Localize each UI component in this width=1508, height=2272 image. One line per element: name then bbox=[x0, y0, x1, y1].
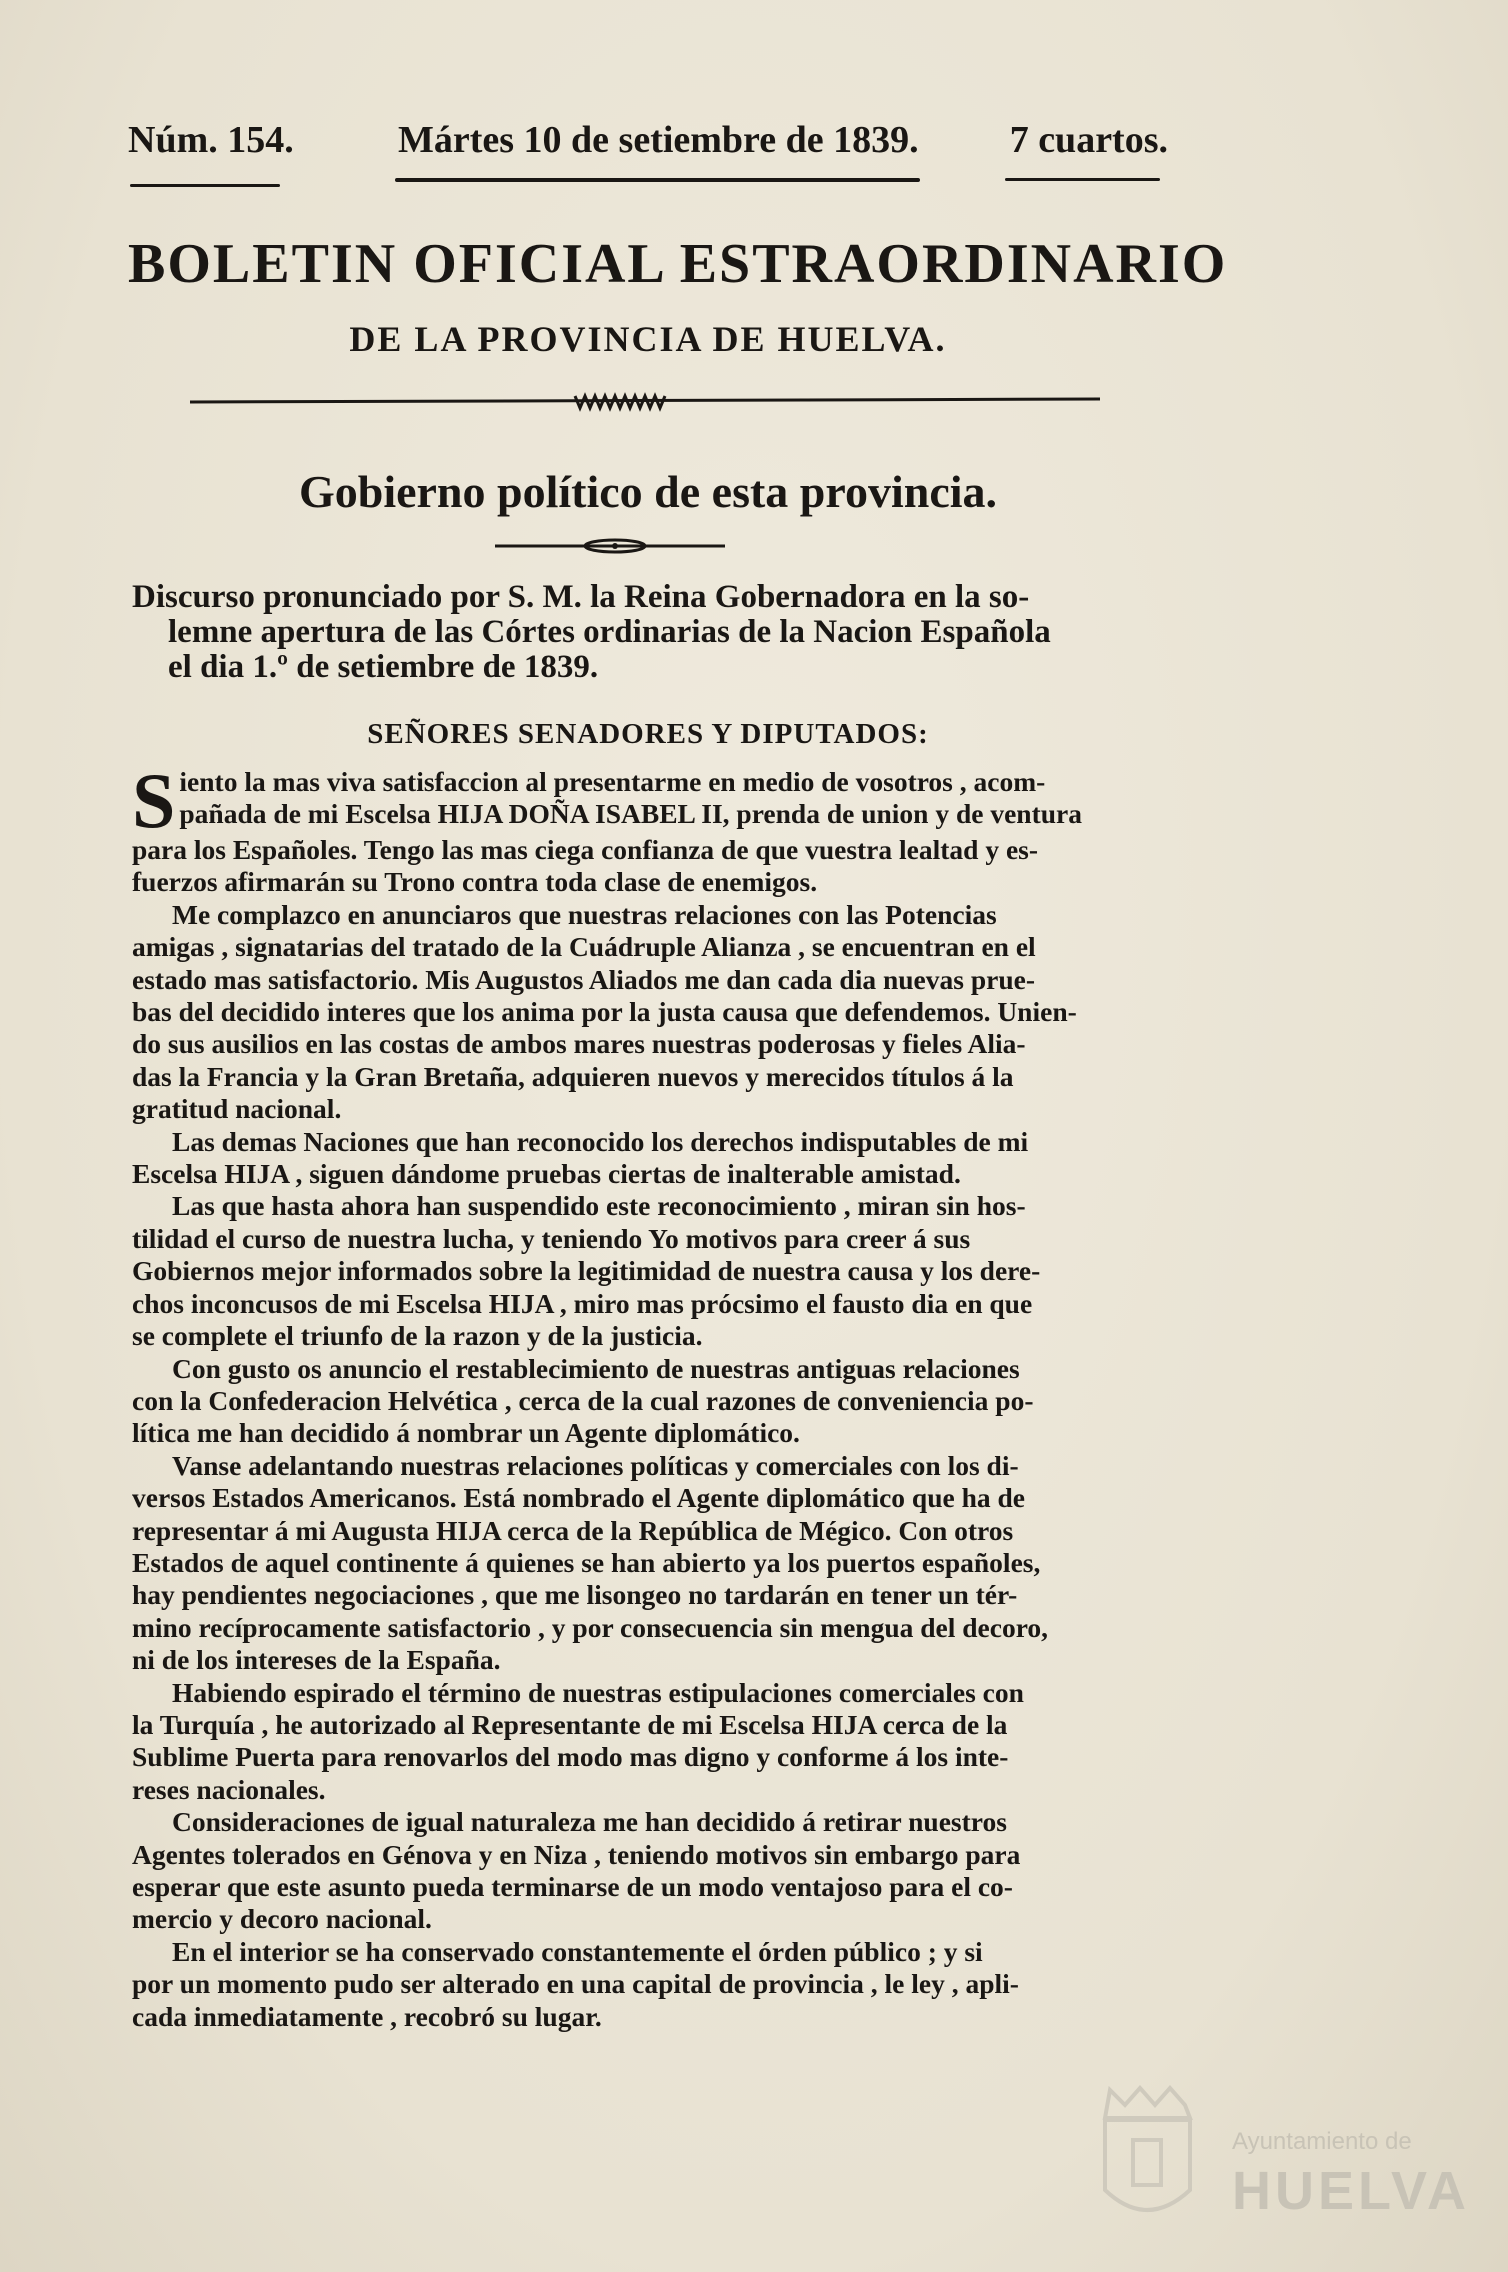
watermark-caption: Ayuntamiento de bbox=[1232, 2128, 1412, 2155]
text-line: das la Francia y la Gran Bretaña, adquieren nuevos y merecidos títulos á la bbox=[132, 1060, 1014, 1092]
paragraph bbox=[132, 1450, 1172, 1677]
speech-body bbox=[132, 757, 1172, 2033]
newspaper-title: BOLETIN OFICIAL ESTRAORDINARIO bbox=[128, 233, 1228, 295]
salutation: SEÑORES SENADORES Y DIPUTADOS: bbox=[367, 718, 929, 750]
paragraph bbox=[132, 1936, 1172, 2033]
section-ornament bbox=[495, 538, 725, 554]
text-line: mercio y decoro nacional. bbox=[132, 1903, 432, 1935]
intro-line: el dia 1.º de setiembre de 1839. bbox=[168, 649, 599, 685]
issue-price: 7 cuartos. bbox=[1009, 119, 1168, 161]
text-line: Consideraciones de igual naturaleza me han decidido á retirar nuestros bbox=[172, 1806, 1007, 1838]
header-flourish-center bbox=[395, 178, 920, 182]
text-line: estado mas satisfactorio. Mis Augustos Aliados me dan cada dia nuevas prue- bbox=[132, 963, 1035, 995]
text-line: amigas , signatarias del tratado de la Cuádruple Alianza , se encuentran en el bbox=[132, 931, 1036, 963]
paragraph bbox=[132, 1677, 1172, 1807]
header-flourish-left bbox=[130, 184, 280, 187]
text-line: pañada de mi Escelsa HIJA DOÑA ISABEL II, prenda de union y de ventura bbox=[179, 798, 1083, 830]
text-line: iento la mas viva satisfaccion al presentarme en medio de vosotros , acom- bbox=[179, 766, 1046, 797]
city-seal-watermark-icon bbox=[1095, 2080, 1200, 2230]
text-line: por un momento pudo ser alterado en una capital de provincia , le ley , apli- bbox=[132, 1968, 1019, 2000]
text-line: tilidad el curso de nuestra lucha, y teniendo Yo motivos para creer á sus bbox=[132, 1222, 971, 1254]
watermark-city: HUELVA bbox=[1232, 2161, 1470, 2221]
text-line: gratitud nacional. bbox=[132, 1093, 342, 1125]
issue-header bbox=[128, 118, 1168, 168]
text-line: representar á mi Augusta HIJA cerca de la República de Mégico. Con otros bbox=[132, 1514, 1014, 1546]
paragraph bbox=[132, 899, 1172, 1126]
header-flourish-right bbox=[1005, 178, 1160, 181]
text-line: Me complazco en anunciaros que nuestras relaciones con las Potencias bbox=[172, 898, 997, 930]
paragraph bbox=[132, 1126, 1172, 1191]
text-line: se complete el triunfo de la razon y de la justicia. bbox=[132, 1320, 703, 1352]
paragraph bbox=[132, 757, 1172, 899]
text-line: do sus ausilios en las costas de ambos mares nuestras poderosas y fieles Alia- bbox=[132, 1028, 1026, 1060]
masthead-rule-ornament bbox=[190, 392, 1100, 412]
paragraph bbox=[132, 1806, 1172, 1936]
issue-date: Mártes 10 de setiembre de 1839. bbox=[398, 119, 919, 161]
section-heading: Gobierno político de esta provincia. bbox=[298, 466, 998, 517]
text-line: con la Confederacion Helvética , cerca de la cual razones de conveniencia po- bbox=[132, 1384, 1034, 1416]
newspaper-subtitle: DE LA PROVINCIA DE HUELVA. bbox=[349, 319, 947, 359]
text-line: para los Españoles. Tengo las mas ciega confianza de que vuestra lealtad y es- bbox=[132, 834, 1039, 865]
text-line: Las demas Naciones que han reconocido los derechos indisputables de mi bbox=[172, 1125, 1029, 1157]
text-line: chos inconcusos de mi Escelsa HIJA , miro mas prócsimo el fausto dia en que bbox=[132, 1287, 1033, 1319]
text-line: la Turquía , he autorizado al Representante de mi Escelsa HIJA cerca de la bbox=[132, 1708, 1008, 1740]
paragraph bbox=[132, 1190, 1172, 1352]
text-line: Estados de aquel continente á quienes se han abierto ya los puertos españoles, bbox=[132, 1546, 1041, 1578]
text-line: Agentes tolerados en Génova y en Niza , teniendo motivos sin embargo para bbox=[132, 1838, 1021, 1870]
issue-number: Núm. 154. bbox=[128, 119, 294, 161]
text-line: versos Estados Americanos. Está nombrado el Agente diplomático que ha de bbox=[132, 1482, 1026, 1514]
text-line: Sublime Puerta para renovarlos del modo mas digno y conforme á los inte- bbox=[132, 1741, 1009, 1773]
paragraph bbox=[132, 1353, 1172, 1450]
speech-intro bbox=[132, 580, 1172, 685]
text-line: Habiendo espirado el término de nuestras estipulaciones comerciales con bbox=[172, 1676, 1024, 1708]
text-line: En el interior se ha conservado constantemente el órden público ; y si bbox=[172, 1935, 983, 1967]
intro-line: Discurso pronunciado por S. M. la Reina Gobernadora en la so- bbox=[132, 579, 1030, 615]
text-line: esperar que este asunto pueda terminarse de un modo ventajoso para el co- bbox=[132, 1871, 1013, 1902]
text-line: reses nacionales. bbox=[132, 1773, 326, 1805]
text-line: hay pendientes negociaciones , que me lisongeo no tardarán en tener un tér- bbox=[132, 1579, 1018, 1611]
text-line: ni de los intereses de la España. bbox=[132, 1644, 501, 1676]
text-line: Escelsa HIJA , siguen dándome pruebas ciertas de inalterable amistad. bbox=[132, 1158, 961, 1190]
text-line: Vanse adelantando nuestras relaciones políticas y comerciales con los di- bbox=[172, 1449, 1019, 1481]
text-line: cada inmediatamente , recobró su lugar. bbox=[132, 2000, 602, 2032]
intro-line: lemne apertura de las Córtes ordinarias de la Nacion Española bbox=[168, 614, 1051, 650]
text-line: fuerzos afirmarán su Trono contra toda clase de enemigos. bbox=[132, 866, 818, 898]
text-line: Las que hasta ahora han suspendido este reconocimiento , miran sin hos- bbox=[172, 1190, 1026, 1222]
text-line: mino recíprocamente satisfactorio , y por consecuencia sin mengua del decoro, bbox=[132, 1611, 1049, 1643]
text-line: Con gusto os anuncio el restablecimiento de nuestras antiguas relaciones bbox=[172, 1352, 1020, 1384]
text-line: Gobiernos mejor informados sobre la legitimidad de nuestra causa y los dere- bbox=[132, 1255, 1041, 1287]
drop-cap: S bbox=[132, 757, 176, 844]
text-line: bas del decidido interes que los anima por la justa causa que defendemos. Unien- bbox=[132, 996, 1077, 1028]
text-line: lítica me han decidido á nombrar un Agente diplomático. bbox=[132, 1417, 800, 1449]
